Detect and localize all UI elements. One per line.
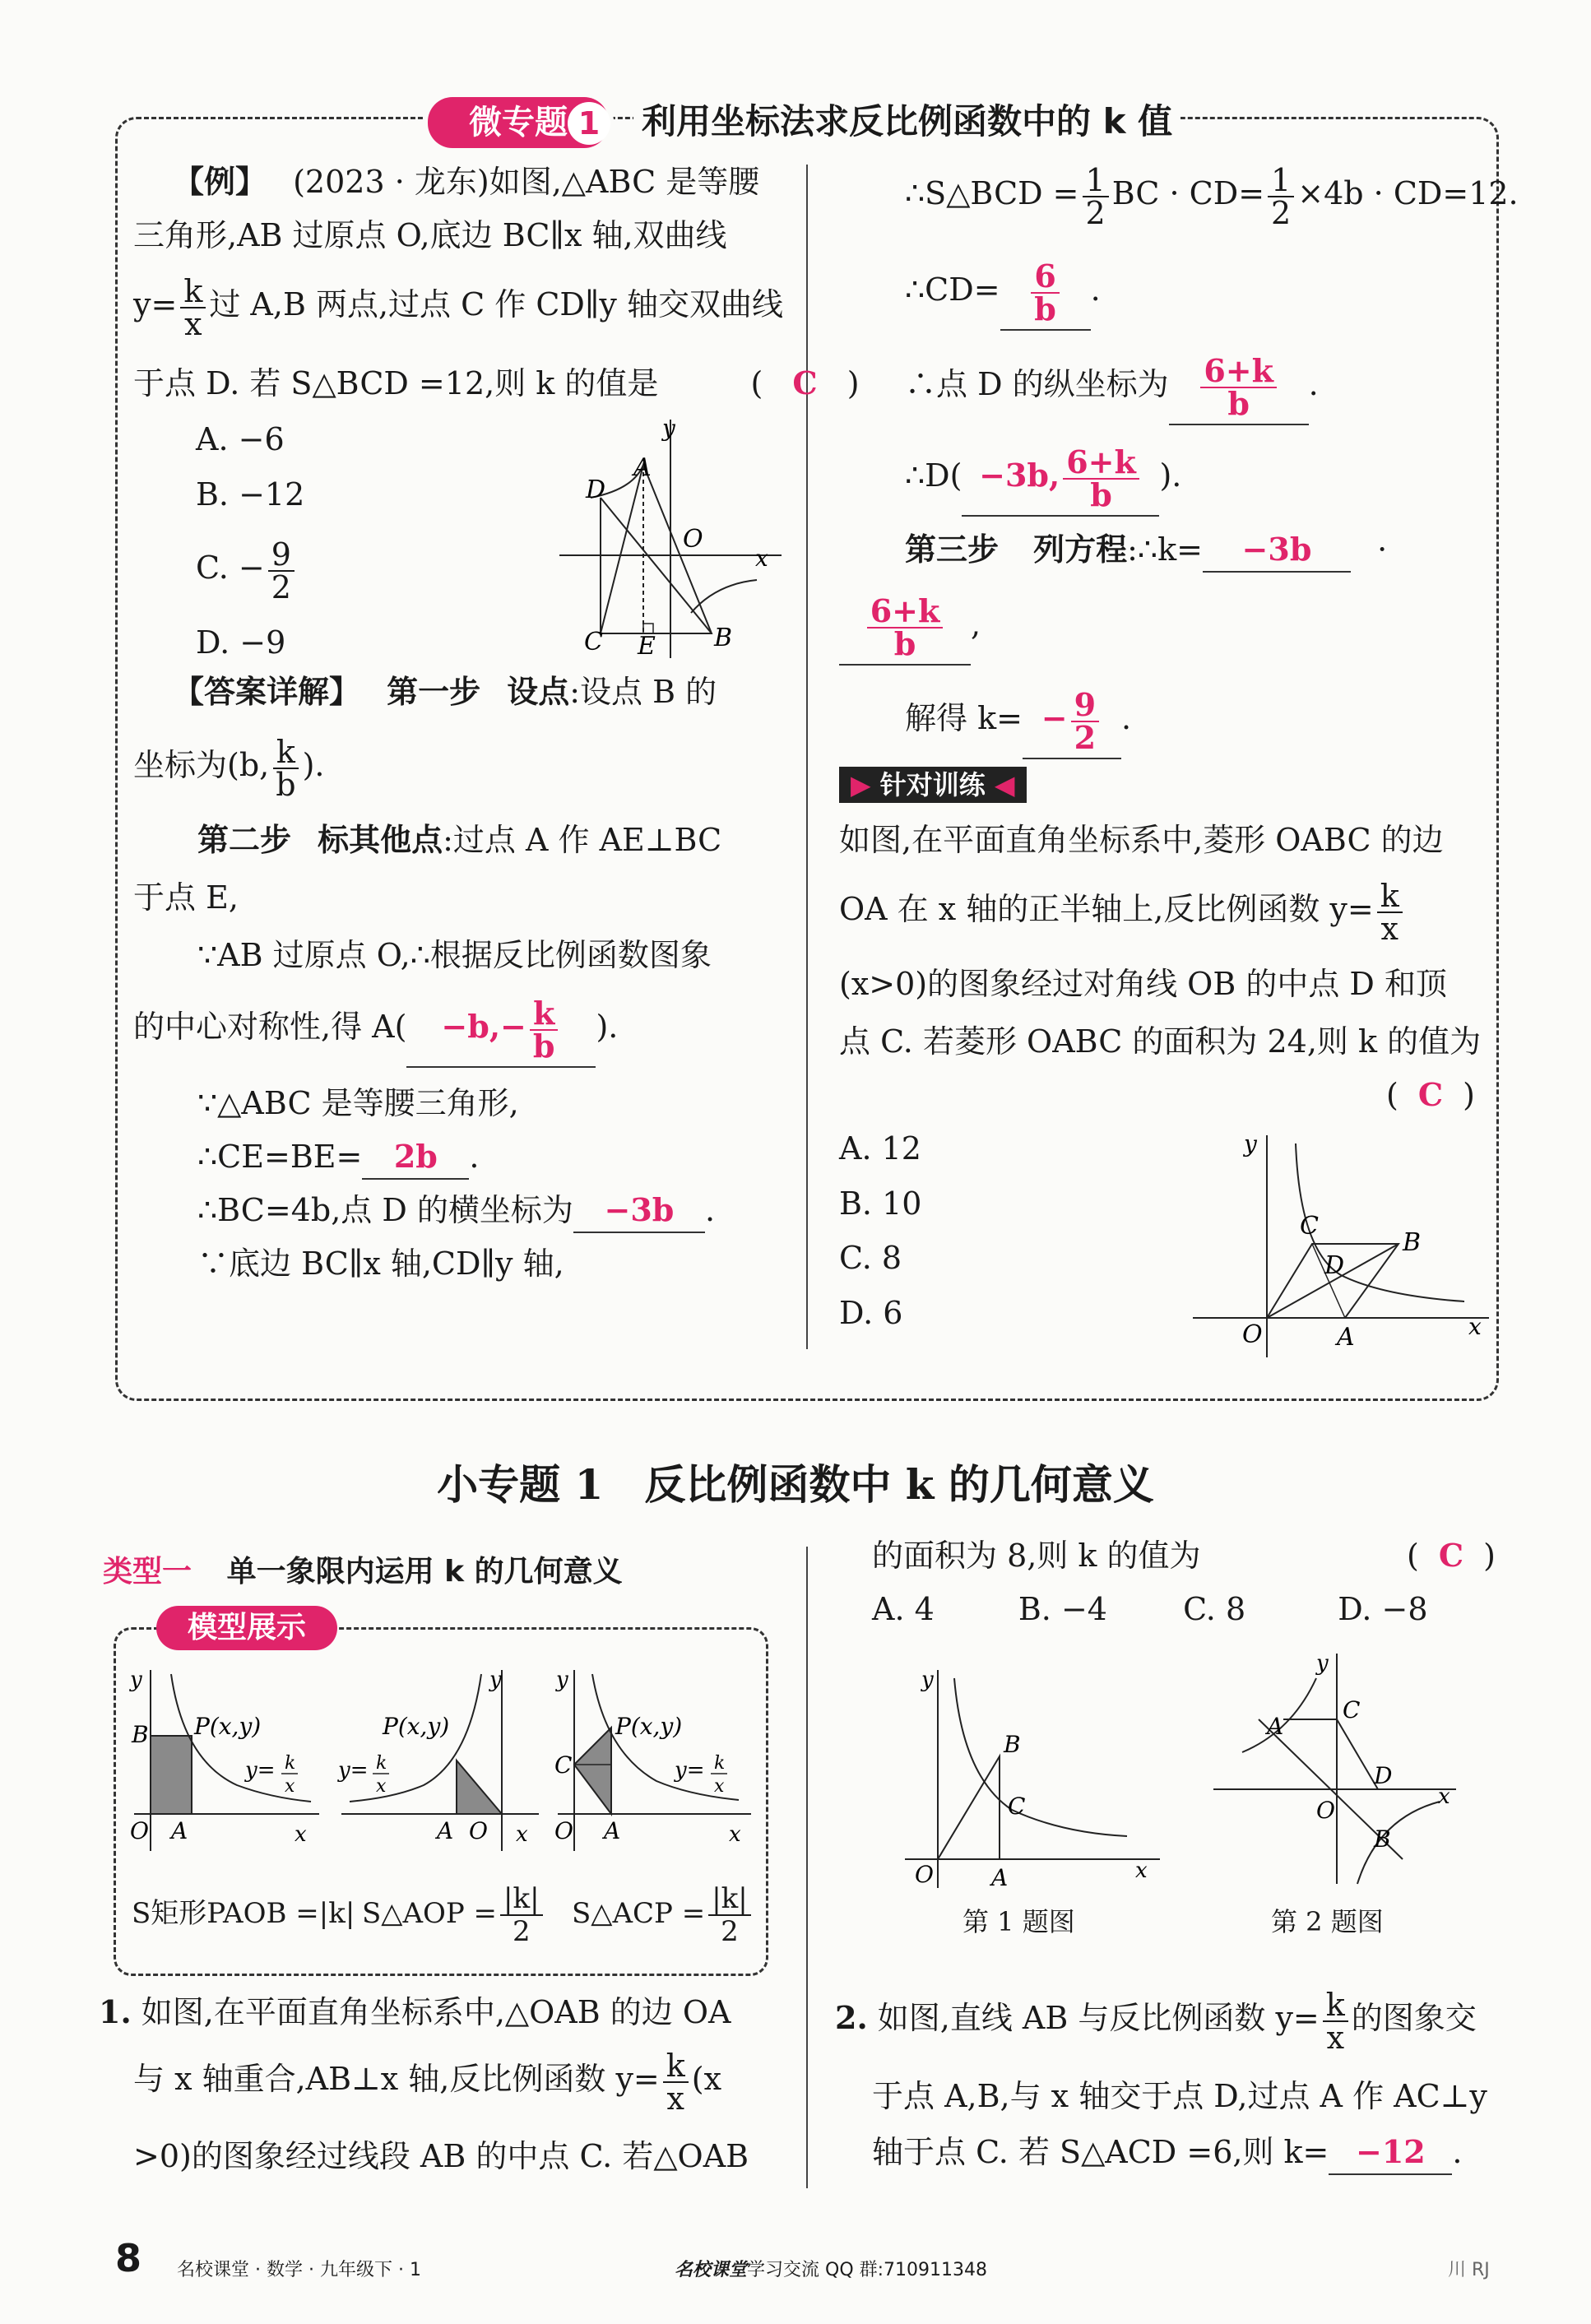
topic-title: 利用坐标法求反比例函数中的 k 值: [633, 100, 1180, 143]
q1-line1: 1. 如图,在平面直角坐标系中,△OAB 的边 OA: [99, 1993, 731, 2030]
solution-step3-line2: $\frac{6+k}{b}$ ,: [839, 586, 981, 666]
solution-line5: ∵△ABC 是等腰三角形,: [197, 1085, 519, 1121]
q1-line2: 与 x 轴重合,AB⊥x 轴,反比例函数 y= $\frac{k}{x}$ (x: [133, 2047, 722, 2117]
formula-rectangle: S矩形PAOB =|k|: [132, 1897, 355, 1930]
svg-text:P(x,y): P(x,y): [194, 1713, 262, 1740]
solution-solve: 解得 k= − $\frac{9}{2}$ .: [905, 679, 1131, 759]
label-x: x: [1468, 1313, 1482, 1340]
example-line1: 【例】 (2023 · 龙东)如图,△ABC 是等腰: [173, 164, 760, 200]
footer-edition: 川 RJ: [1448, 2260, 1490, 2280]
practice-line2: OA 在 x 轴的正半轴上,反比例函数 y= $\frac{k}{x}$: [839, 872, 1406, 946]
svg-text:y: y: [921, 1668, 934, 1692]
footer-book: 名校课堂 · 数学 · 九年级下 · 1: [177, 2260, 421, 2280]
svg-text:x: x: [285, 1776, 295, 1797]
formula-acp: S△ACP = $\frac{|k|}{2}$: [572, 1877, 754, 1950]
q2-figure: [1209, 1645, 1473, 1892]
practice-option-d: D. 6: [839, 1295, 903, 1331]
svg-text:A: A: [991, 1864, 1009, 1891]
shaded-triangle: [574, 1728, 611, 1814]
svg-text:y=: y=: [245, 1758, 276, 1783]
solution-r1: ∴S△BCD = $\frac{1}{2}$ BC · CD= $\frac{1}{2}$ ×4b · CD=12.: [905, 161, 1519, 231]
svg-text:O: O: [915, 1861, 934, 1888]
svg-text:C: C: [1008, 1793, 1026, 1820]
example-line3: y= $\frac{k}{x}$ 过 A,B 两点,过点 C 作 CD∥y 轴交双曲线: [133, 272, 783, 342]
q1-line3: >0)的图象经过线段 AB 的中点 C. 若△OAB: [133, 2138, 749, 2174]
section-title: 小专题 1 反比例函数中 k 的几何意义: [437, 1460, 1154, 1509]
q1-answer-bracket: ( C ): [1407, 1537, 1496, 1574]
option-d: D. −9: [196, 624, 286, 661]
solution-step2-line4: 的中心对称性,得 A( −b,− $\frac{k}{b}$ ).: [133, 987, 618, 1068]
svg-text:D: D: [1374, 1762, 1393, 1789]
badge-number: 1: [568, 102, 610, 145]
practice-option-c: C. 8: [839, 1240, 902, 1276]
label-x: x: [755, 545, 768, 572]
q1-figure: [897, 1654, 1168, 1892]
label-a: A: [633, 453, 652, 482]
svg-text:A: A: [171, 1817, 188, 1844]
triangle-oab: [938, 1756, 1000, 1859]
option-c: C. − $\frac{9}{2}$: [196, 535, 298, 603]
svg-text:y=: y=: [675, 1758, 705, 1783]
option-a: A. −6: [196, 421, 285, 457]
solution-line6: ∴CE=BE= 2b .: [197, 1135, 479, 1180]
page-number: 8: [115, 2236, 142, 2280]
svg-text:x: x: [729, 1822, 741, 1847]
badge-text: 微专题: [469, 104, 568, 141]
solution-step3: 第三步 列方程:∴k= −3b ·: [905, 528, 1387, 573]
svg-text:A: A: [1267, 1713, 1284, 1740]
svg-text:B: B: [132, 1721, 149, 1748]
svg-text:A: A: [604, 1817, 621, 1844]
svg-text:y=: y=: [338, 1758, 369, 1783]
svg-text:x: x: [376, 1776, 387, 1797]
model-badge: 模型展示: [156, 1606, 337, 1650]
q2-line2: 于点 A,B,与 x 轴交于点 D,过点 A 作 AC⊥y: [872, 2078, 1487, 2114]
svg-text:x: x: [714, 1776, 725, 1797]
q1-options: A. 4 B. −4 C. 8 D. −8: [872, 1591, 1428, 1627]
label-b: B: [714, 624, 733, 652]
practice-tag: ▶ 针对训练 ◀: [839, 767, 1027, 803]
footer-group: 名校课堂学习交流 QQ 群:710911348: [675, 2260, 988, 2280]
formula-aop: S△AOP = $\frac{|k|}{2}$: [362, 1877, 546, 1950]
svg-text:y: y: [556, 1668, 568, 1692]
solution-step2-line2: 于点 E,: [133, 879, 239, 916]
svg-text:x: x: [516, 1822, 528, 1847]
label-a: A: [1337, 1323, 1355, 1352]
q2-line1: 2. 如图,直线 AB 与反比例函数 y= $\frac{k}{x}$ 的图象交: [835, 1986, 1477, 2056]
svg-text:k: k: [714, 1753, 726, 1774]
solution-r3: ∴点 D 的纵坐标为 $\frac{6+k}{b}$ .: [905, 346, 1319, 425]
practice-line4: 点 C. 若菱形 OABC 的面积为 24,则 k 的值为: [839, 1023, 1482, 1060]
q2-line3: 轴于点 C. 若 S△ACD =6,则 k= −12 .: [872, 2131, 1463, 2175]
label-o: O: [1242, 1320, 1263, 1349]
q1-figure-caption: 第 1 题图: [962, 1906, 1075, 1937]
solution-r4: ∴D( −3b, $\frac{6+k}{b}$ ).: [905, 436, 1181, 517]
option-b: B. −12: [196, 476, 305, 513]
example-line2: 三角形,AB 过原点 O,底边 BC∥x 轴,双曲线: [133, 217, 727, 253]
svg-text:x: x: [1438, 1784, 1450, 1809]
hyperbola: [1296, 1143, 1464, 1301]
label-b: B: [1403, 1228, 1422, 1257]
example-line4: 于点 D. 若 S△BCD =12,则 k 的值是 ( C ): [133, 364, 860, 401]
example-figure: [551, 411, 790, 666]
label-e: E: [638, 632, 656, 661]
label-y: y: [662, 415, 675, 442]
svg-text:O: O: [130, 1817, 149, 1844]
svg-text:O: O: [1316, 1797, 1335, 1824]
solution-r2: ∴CD= $\frac{6}{b}$ .: [905, 251, 1101, 331]
svg-text:y: y: [489, 1668, 502, 1692]
practice-line1: 如图,在平面直角坐标系中,菱形 OABC 的边: [839, 822, 1444, 858]
practice-line3: (x>0)的图象经过对角线 OB 的中点 D 和顶: [839, 966, 1447, 1002]
practice-answer-bracket: ( C ): [1386, 1076, 1475, 1113]
practice-figure: [1185, 1127, 1497, 1366]
svg-text:y: y: [1316, 1651, 1329, 1676]
shaded-triangle: [457, 1760, 502, 1814]
shaded-rectangle: [151, 1736, 192, 1814]
svg-text:x: x: [295, 1822, 307, 1847]
model-figure-triangle-aop: [333, 1662, 543, 1859]
label-d: D: [586, 475, 606, 504]
solution-step2: 第二步 标其他点:过点 A 作 AE⊥BC: [197, 822, 722, 858]
svg-text:P(x,y): P(x,y): [383, 1713, 450, 1740]
practice-option-b: B. 10: [839, 1185, 922, 1222]
label-c: C: [584, 628, 603, 656]
q2-figure-caption: 第 2 题图: [1271, 1906, 1384, 1937]
solution-step2-line3: ∵AB 过原点 O,∴根据反比例函数图象: [197, 937, 712, 973]
svg-text:y: y: [130, 1668, 142, 1692]
solution-step1-line2: 坐标为(b, $\frac{k}{b}$ ).: [133, 733, 325, 803]
practice-option-a: A. 12: [839, 1130, 921, 1167]
example-answer: C: [792, 364, 818, 401]
svg-text:k: k: [376, 1753, 387, 1774]
column-divider: [806, 165, 808, 1349]
column-divider-lower: [806, 1547, 808, 2188]
svg-text:B: B: [1004, 1731, 1021, 1758]
svg-text:P(x,y): P(x,y): [615, 1713, 683, 1740]
svg-text:O: O: [554, 1817, 573, 1844]
model-figure-rectangle: [122, 1662, 327, 1859]
solution-step1: 【答案详解】 第一步 设点:设点 B 的: [173, 674, 717, 710]
svg-text:k: k: [285, 1753, 296, 1774]
q1-line4: 的面积为 8,则 k 的值为: [872, 1538, 1201, 1574]
svg-text:O: O: [469, 1817, 488, 1844]
label-c: C: [1300, 1212, 1319, 1241]
model-figure-triangle-acp: [550, 1662, 759, 1859]
solution-line8: ∵底边 BC∥x 轴,CD∥y 轴,: [197, 1245, 564, 1282]
type-heading: 类型一 单一象限内运用 k 的几何意义: [103, 1555, 623, 1589]
label-y: y: [1244, 1130, 1257, 1157]
svg-text:B: B: [1374, 1825, 1391, 1853]
svg-text:A: A: [437, 1817, 454, 1844]
label-o: O: [683, 525, 703, 554]
svg-text:C: C: [1343, 1696, 1361, 1723]
svg-text:x: x: [1135, 1858, 1148, 1883]
solution-line7: ∴BC=4b,点 D 的横坐标为 −3b .: [197, 1189, 715, 1233]
svg-text:C: C: [554, 1751, 573, 1779]
label-d: D: [1324, 1251, 1345, 1280]
